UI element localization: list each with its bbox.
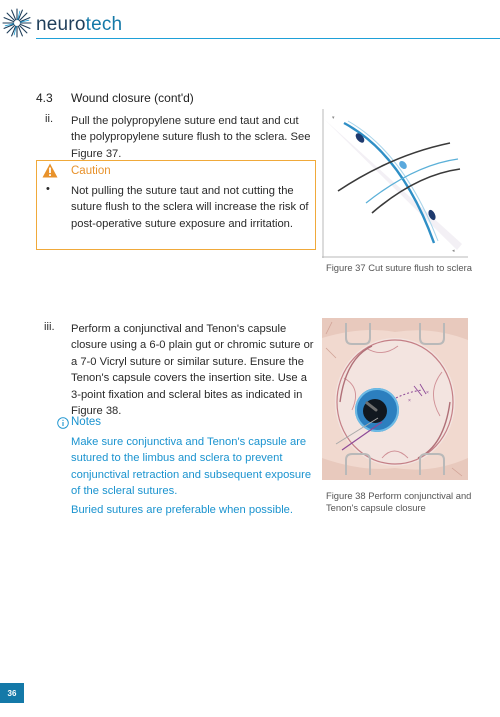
warning-icon — [42, 163, 58, 178]
step-iii-text: Perform a conjunctival and Tenon's capsule closure using a 6-0 plain gut or chromic suture or a 7-0 Vicryl suture or similar suture. Ensure the Tenon's capsule covers the insertion site. Use a 3-point fixation and scleral bites as indicated in Figure 38. — [71, 323, 314, 418]
neurotech-logo-icon — [2, 8, 32, 38]
page-header — [0, 0, 500, 40]
figure-38-illustration — [322, 318, 468, 480]
brand-name-part1: neuro — [36, 14, 86, 35]
caution-text: Not pulling the suture taut and not cutting the suture flush to the sclera will increase the risk of post-operative suture exposure and irritation. — [71, 185, 309, 230]
figure-37-illustration — [322, 109, 468, 258]
notes-text-buried-sutures: Buried sutures are preferable when possible. — [71, 504, 294, 516]
step-iii-numeral: iii. — [44, 321, 55, 333]
header-divider — [36, 38, 500, 39]
brand-name — [36, 14, 122, 36]
brand-name-part2: tech — [85, 14, 123, 35]
section-title: Wound closure (cont'd) — [71, 91, 194, 105]
notes-label: Notes — [71, 416, 102, 428]
svg-text:×: × — [408, 398, 411, 404]
svg-text:◂: ◂ — [452, 248, 455, 254]
notes-text: Make sure conjunctiva and Tenon's capsule are sutured to the limbus and sclera to prevent conjunctival retraction and subsequent exposure of the scleral sutures. — [71, 436, 312, 498]
caution-label: Caution — [71, 165, 111, 177]
bullet-marker: • — [46, 183, 50, 195]
figure-38-caption: Figure 38 Perform conjunctival and Tenon's capsule closure — [326, 490, 472, 513]
figure-37-caption: Figure 37 Cut suture flush to sclera — [326, 262, 472, 273]
step-ii-numeral: ii. — [45, 113, 54, 125]
svg-text:▾: ▾ — [332, 115, 335, 121]
info-icon — [57, 417, 69, 429]
page-number: 36 — [0, 683, 24, 703]
step-ii-text: Pull the polypropylene suture end taut and cut the polypropylene suture flush to the sclera. See Figure 37. — [71, 115, 311, 160]
svg-text:×: × — [426, 390, 429, 396]
section-number: 4.3 — [36, 91, 53, 105]
